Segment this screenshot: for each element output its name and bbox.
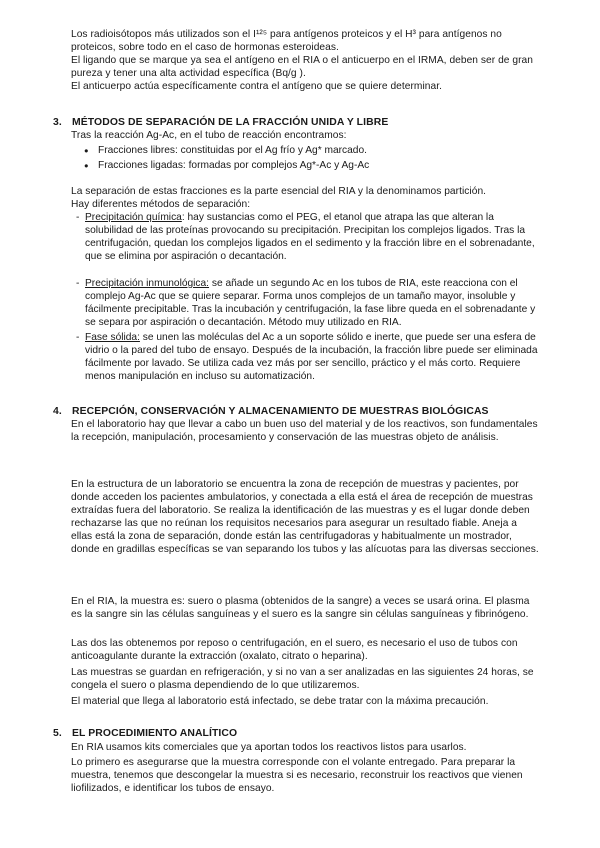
- section-4-paragraph-3: En el RIA, la muestra es: suero o plasma (obtenidos de la sangre) a veces se usará orina. El plasma es la sangre sin las células sanguíneas y el suero es la sangre sin células sanguíneas y fibrinógeno.: [71, 596, 530, 621]
- fractions-list: [84, 144, 369, 172]
- section-5-paragraph-1: En RIA usamos kits comerciales que ya aportan todos los reactivos listos para usarlos.: [71, 742, 467, 753]
- method-solid-phase: [76, 331, 542, 383]
- list-item: ● Fracciones ligadas: formadas por complejos Ag*-Ac y Ag-Ac: [84, 159, 369, 172]
- section-4-heading: [53, 405, 489, 418]
- dash-marker: -: [76, 212, 80, 223]
- dash-marker: -: [76, 278, 80, 289]
- section-4-number: 4.: [53, 406, 62, 417]
- intro-paragraph-3: El anticuerpo actúa específicamente contra el antígeno que se quiere determinar.: [71, 81, 442, 92]
- section-5-number: 5.: [53, 728, 62, 739]
- method-term: Precipitación inmunológica:: [85, 278, 210, 289]
- method-chemical-precipitation: [76, 211, 542, 263]
- intro-paragraph-2: El ligando que se marque ya sea el antígeno en el RIA o el anticuerpo en el IRMA, deben ser de gran pureza y tener una alta actividad específica (Bq/g ).: [71, 55, 533, 80]
- section-5-heading: [53, 727, 237, 740]
- intro-paragraph-1: Los radioisótopos más utilizados son el I¹²⁵ para antígenos proteicos y el H³ para antígenos no proteicos, sobre todo en el caso de hormonas esteroideas.: [71, 29, 502, 54]
- section-4-paragraph-1: En el laboratorio hay que llevar a cabo un buen uso del material y de los reactivos, son fundamentales la recepción, manipulación, procesamiento y conservación de las muestras objeto de análisis.: [71, 419, 538, 444]
- method-description: se añade un segundo Ac en los tubos de RIA, este reacciona con el complejo Ag-Ac que se quiere separar. Forma unos complejos de un tamaño mayor, insoluble y fácilmente precipitable. Tras la incubación y centrifugación, la fase libre queda en el sobrenadante y se separa por aspiración o decantación. Método muy utilizado en RIA.: [85, 278, 536, 329]
- list-item: ● Fracciones libres: constituidas por el Ag frío y Ag* marcado.: [84, 144, 369, 157]
- section-5-paragraph-2: Lo primero es asegurarse que la muestra corresponde con el volante entregado. Para preparar la muestra, tenemos que descongelar la muestra si es necesario, reconstruir los reactivos que vienen liofilizados, e identificar los tubos de ensayo.: [71, 757, 523, 795]
- section-3-paragraph-1: La separación de estas fracciones es la parte esencial del RIA y la denominamos partición.: [71, 186, 487, 197]
- method-term: Precipitación química: [85, 212, 182, 223]
- section-5-title: EL PROCEDIMIENTO ANALÍTICO: [72, 728, 238, 739]
- section-4-paragraph-4: Las dos las obtenemos por reposo o centrifugación, en el suero, es necesario el uso de tubos con anticoagulante durante la extracción (oxalato, citrato o heparina).: [71, 638, 518, 663]
- section-4-paragraph-6: El material que llega al laboratorio está infectado, se debe tratar con la máxima precaución.: [71, 696, 489, 707]
- section-4-paragraph-2: En la estructura de un laboratorio se encuentra la zona de recepción de muestras y pacientes, por donde acceden los pacientes ambulatorios, y conectada a ella está el área de recepción de muestras extraídas fuera del laboratorio. Se realiza la identificación de las muestras y es el lugar donde deben rechazarse las que no reúnan los requisitos necesarios para asegurar un resultado fiable. Aneja a ellas está la zona de separación, donde están las centrifugadoras y habitualmente un mostrador, donde en gradillas específicas se van separando los tubos y las alícuotas para las diversas secciones.: [71, 479, 539, 556]
- section-3-paragraph-2: Hay diferentes métodos de separación:: [71, 199, 251, 210]
- section-4-title: RECEPCIÓN, CONSERVACIÓN Y ALMACENAMIENTO DE MUESTRAS BIOLÓGICAS: [72, 406, 489, 417]
- section-3-number: 3.: [53, 117, 62, 128]
- method-term: Fase sólida:: [85, 332, 140, 343]
- section-3-heading: [53, 116, 388, 129]
- section-3-title: MÉTODOS DE SEPARACIÓN DE LA FRACCIÓN UNIDA Y LIBRE: [72, 117, 389, 128]
- method-description: se unen las moléculas del Ac a un soporte sólido e inerte, que puede ser una esfera de vidrio o la pared del tubo de ensayo. Después de la incubación, la fracción libre puede ser eliminada fácilmente por lavado. Se utiliza cada vez más por ser sencillo, práctico y el más corto. Requiere menos manipulación en incluso su automatización.: [85, 332, 538, 383]
- method-description: : hay sustancias como el PEG, el etanol que atrapa las que alteran la solubilidad de las proteínas provocando su precipitación. Precipitan los complejos ligados. Tras la centrifugación, quedan los complejos ligados en el sedimento y la fracción libre en el sobrenadante, que se elimina por aspiración o decantación.: [85, 212, 535, 263]
- method-immunological-precipitation: [76, 277, 542, 329]
- section-3-lead: Tras la reacción Ag-Ac, en el tubo de reacción encontramos:: [71, 130, 347, 141]
- dash-marker: -: [76, 332, 80, 343]
- section-4-paragraph-5: Las muestras se guardan en refrigeración, y si no van a ser analizadas en las siguientes 24 horas, se congela el suero o plasma dependiendo de lo que utilizaremos.: [71, 667, 534, 692]
